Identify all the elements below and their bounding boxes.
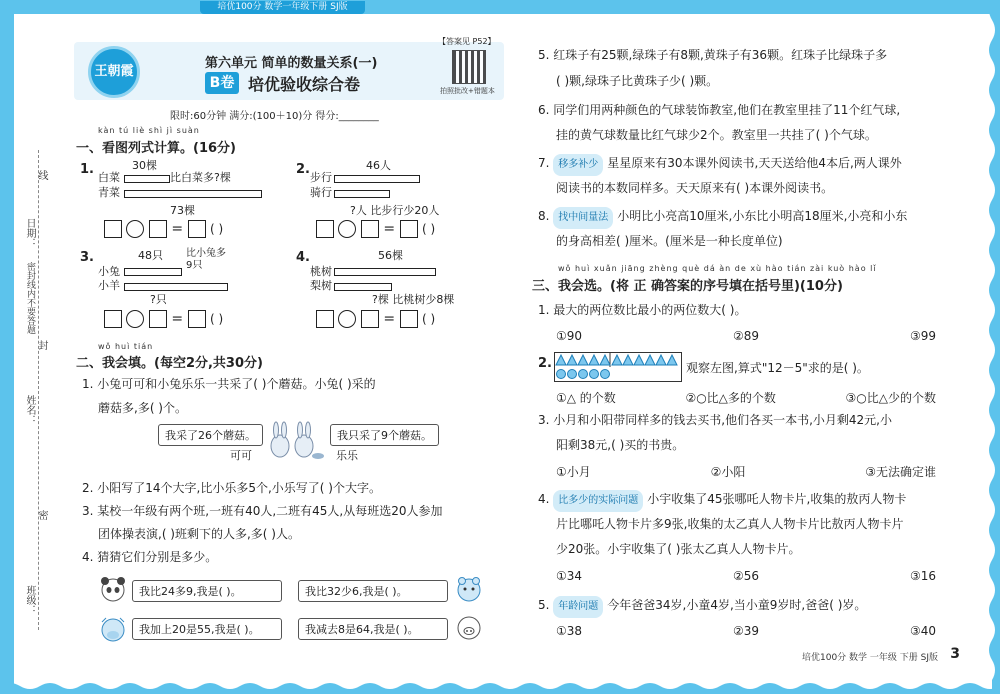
name-lele: 乐乐 [336,449,358,462]
s2-q3-line2: 团体操表演,( )班剩下的人多,多( )人。 [98,527,300,541]
s1-row2-eq-right [316,310,435,328]
unit-paren[interactable]: ( ) [210,222,224,236]
s3-q2-options [556,388,936,408]
s3-q5-options [556,621,936,641]
guess-bubble-1: 我比24多9,我是( )。 [132,580,282,602]
s2-q6-line1: 6. 同学们用两种颜色的气球装饰教室,他们在教室里挂了11个红气球, [538,103,901,117]
option[interactable]: ③99 [909,329,936,343]
s1-q1-note: 比白菜多?棵 [170,171,231,184]
option[interactable]: ③16 [909,569,936,583]
s3-q4-line3: 少20张。小宇收集了( )张太乙真人人物卡片。 [556,542,801,556]
method-tag: 比多少的实际问题 [553,490,643,512]
s1-pinyin: kàn tú liè shì jì suàn [98,126,200,135]
s1-q4-top: 56棵 [378,249,403,262]
right-wave-border [986,0,1000,694]
option[interactable]: ②89 [732,329,760,343]
date-label: 日期： [24,218,35,248]
option[interactable]: ②56 [732,569,760,583]
option[interactable]: ②○比△多的个数 [685,391,776,405]
cow-icon [98,614,128,644]
triangles-circles-figure [554,352,682,382]
answer-box[interactable] [149,310,167,328]
q8-text: 小明比小亮高10厘米,小东比小明高18厘米,小亮和小东 [617,209,908,223]
s1-q1-num: 1. [80,162,94,177]
binding-word-secret: 密 [36,510,47,520]
operator-circle[interactable] [338,310,356,328]
option[interactable]: ①△ 的个数 [556,391,616,405]
s1-q4-num: 4. [296,250,310,265]
s1-q3-bar1 [124,268,182,276]
exam-meta: 限时:60分钟 满分:(100＋10)分 得分:________ [170,111,379,122]
unit-paren[interactable]: ( ) [422,222,436,236]
s1-q1-row2: 青菜 [98,186,120,199]
option[interactable]: ③40 [909,624,936,638]
s2-q4: 4. 猜猜它们分别是多少。 [82,550,218,564]
pig-icon [454,612,484,642]
s2-q1-line1: 1. 小兔可可和小兔乐乐一共采了( )个蘑菇。小兔( )采的 [82,377,376,391]
s2-q8-line2: 的身高相差( )厘米。(厘米是一种长度单位) [556,234,783,248]
s1-q1-top: 30棵 [132,159,157,172]
page-number: 3 [950,646,960,662]
equals-sign: = [171,311,184,327]
method-tag: 找中间量法 [553,207,613,229]
equals-sign: = [383,311,396,327]
option[interactable]: ①90 [556,329,583,343]
s1-row2-eq-left [104,310,223,328]
answer-box[interactable] [316,310,334,328]
s1-row1-eq-right [316,220,435,238]
s1-q4-row1: 桃树 [310,265,332,278]
brand-logo: 王朝霞 [88,46,140,98]
paper-badge: B卷 [205,72,239,94]
answer-box[interactable] [361,220,379,238]
name-keke: 可可 [230,449,252,462]
s1-q3-top: 48只 [138,249,163,262]
s1-q2-top: 46人 [366,159,391,172]
s3-q3-line2: 阳剩38元,( )买的书贵。 [556,438,685,452]
guess-bubble-3: 我加上20是55,我是( )。 [132,618,282,640]
tiger-icon [454,574,484,604]
s1-q3-bar2 [124,283,228,291]
s1-q2-bar1 [334,175,420,183]
s2-title: 二、我会填。(每空2分,共30分) [76,356,263,371]
s3-title: 三、我会选。(将 正 确答案的序号填在括号里)(10分) [532,279,843,294]
qr-caption: 拍照批改+错题本 [440,87,495,95]
class-label: 班级： [24,585,35,615]
s3-pinyin: wǒ huì xuǎn jiāng zhèng què dá àn de xù hào tián zài kuò hào lǐ [558,264,877,273]
answer-box[interactable] [188,220,206,238]
s2-pinyin: wǒ huì tián [98,342,154,351]
option[interactable]: ①34 [556,569,583,583]
guess-bubble-4: 我减去8是64,我是( )。 [298,618,448,640]
s2-q8-line1: 8. 找中间量法 小明比小亮高10厘米,小东比小明高18厘米,小亮和小东 [538,206,907,229]
panda-icon [98,574,128,604]
s1-q3-row1: 小兔 [98,265,120,278]
s1-row1-eq-left [104,220,223,238]
s3-q3-options [556,462,936,482]
answer-box[interactable] [149,220,167,238]
answer-box[interactable] [400,310,418,328]
s3-q3-line1: 3. 小月和小阳带同样多的钱去买书,他们各买一本书,小月剩42元,小 [538,413,892,427]
left-band [0,0,14,694]
s1-q2-row1: 步行 [310,171,332,184]
c4-text: 小宇收集了45张哪吒人物卡片,收集的敖丙人物卡 [647,492,907,506]
s2-q7-line2: 阅读书的本数同样多。天天原来有( )本课外阅读书。 [556,181,834,195]
s1-q4-bar1 [334,268,436,276]
answer-box[interactable] [104,220,122,238]
binding-word-line: 线 [36,170,47,180]
method-tag: 年龄问题 [553,596,603,618]
answer-reference: 【答案见 P52】 [438,37,496,46]
bottom-wave-border [0,678,1000,694]
speech-bubble-lele: 我只采了9个蘑菇。 [330,424,439,446]
s1-q4-bottom: ?棵 比桃树少8棵 [372,293,455,306]
paper-title: 培优验收综合卷 [248,75,361,94]
speech-bubble-keke: 我采了26个蘑菇。 [158,424,263,446]
s2-q1-line2: 蘑菇多,多( )个。 [98,401,187,415]
operator-circle[interactable] [338,220,356,238]
unit-paren[interactable]: ( ) [210,312,224,326]
unit-title: 第六单元 简单的数量关系(一) [205,56,378,71]
s2-q5-line1: 5. 红珠子有25颗,绿珠子有8颗,黄珠子有36颗。红珠子比绿珠子多 [538,48,888,62]
s3-q4-line1: 4. 比多少的实际问题 小宇收集了45张哪吒人物卡片,收集的敖丙人物卡 [538,489,906,512]
answer-box[interactable] [188,310,206,328]
s3-q4-options [556,566,936,586]
s2-q2: 2. 小阳写了14个大字,比小乐多5个,小乐写了( )个大字。 [82,481,381,495]
s1-title: 一、看图列式计算。(16分) [76,141,236,156]
footer-text: 培优100分 数学 一年级 下册 SJ版 [802,653,938,663]
option[interactable]: ②小阳 [710,465,746,479]
s3-q1-options [556,326,936,346]
option[interactable]: ①38 [556,624,583,638]
equals-sign: = [383,221,396,237]
answer-box[interactable] [400,220,418,238]
s1-q3-num: 3. [80,250,94,265]
answer-box[interactable] [104,310,122,328]
s3-q4-line2: 片比哪吒人物卡片多9张,收集的太乙真人人物卡片比敖丙人物卡片 [556,517,904,531]
s1-q2-bottom: ?人 比步行少20人 [350,204,440,217]
answer-box[interactable] [361,310,379,328]
method-tag: 移多补少 [553,154,603,176]
operator-circle[interactable] [126,220,144,238]
s2-q7-line1: 7. 移多补少 星星原来有30本课外阅读书,天天送给他4本后,两人课外 [538,153,902,176]
s1-q2-bar2 [334,190,390,198]
s1-q2-num: 2. [296,162,310,177]
s1-q4-row2: 梨树 [310,279,332,292]
s2-q6-line2: 挂的黄气球数量比红气球少2个。教室里一共挂了( )个气球。 [556,128,877,142]
s3-q5-line1: 5. 年龄问题 今年爸爸34岁,小童4岁,当小童9岁时,爸爸( )岁。 [538,595,866,618]
top-band [0,0,1000,14]
s3-q2: 观察左图,算式"12－5"求的是( )。 [686,361,869,375]
operator-circle[interactable] [126,310,144,328]
binding-note: 密封线内不要答题 [25,262,35,334]
s3-q1: 1. 最大的两位数比最小的两位数大( )。 [538,303,747,317]
c5-text: 今年爸爸34岁,小童4岁,当小童9岁时,爸爸( )岁。 [607,598,867,612]
binding-dash-line [38,150,39,630]
s1-q3-bottom: ?只 [150,293,167,306]
s1-q3-row2: 小羊 [98,279,120,292]
option[interactable]: ②39 [732,624,760,638]
qr-code-icon[interactable] [452,50,486,84]
top-band-label: 培优100分 数学一年级下册 SJ版 [200,1,365,14]
rabbits-illustration [258,420,328,460]
q7-text: 星星原来有30本课外阅读书,天天送给他4本后,两人课外 [607,156,902,170]
s1-q1-bottom: 73棵 [170,204,195,217]
s3-q2-num: 2. [538,356,552,371]
binding-word-seal: 封 [36,340,47,350]
s1-q2-row2: 骑行 [310,186,332,199]
s1-q3-note: 比小兔多9只 [186,248,226,271]
guess-bubble-2: 我比32少6,我是( )。 [298,580,448,602]
name-label: 姓名： [24,395,35,425]
s2-q3-line1: 3. 某校一年级有两个班,一班有40人,二班有45人,从每班选20人参加 [82,504,443,518]
unit-paren[interactable]: ( ) [422,312,436,326]
equals-sign: = [171,221,184,237]
option[interactable]: ③无法确定谁 [865,465,936,479]
s1-q1-row1: 白菜 [98,171,120,184]
answer-box[interactable] [316,220,334,238]
s1-q1-bar2 [124,190,262,198]
s1-q1-bar1 [124,175,170,183]
s2-q5-line2: ( )颗,绿珠子比黄珠子少( )颗。 [556,74,719,88]
option[interactable]: ③○比△少的个数 [845,391,936,405]
option[interactable]: ①小月 [556,465,591,479]
